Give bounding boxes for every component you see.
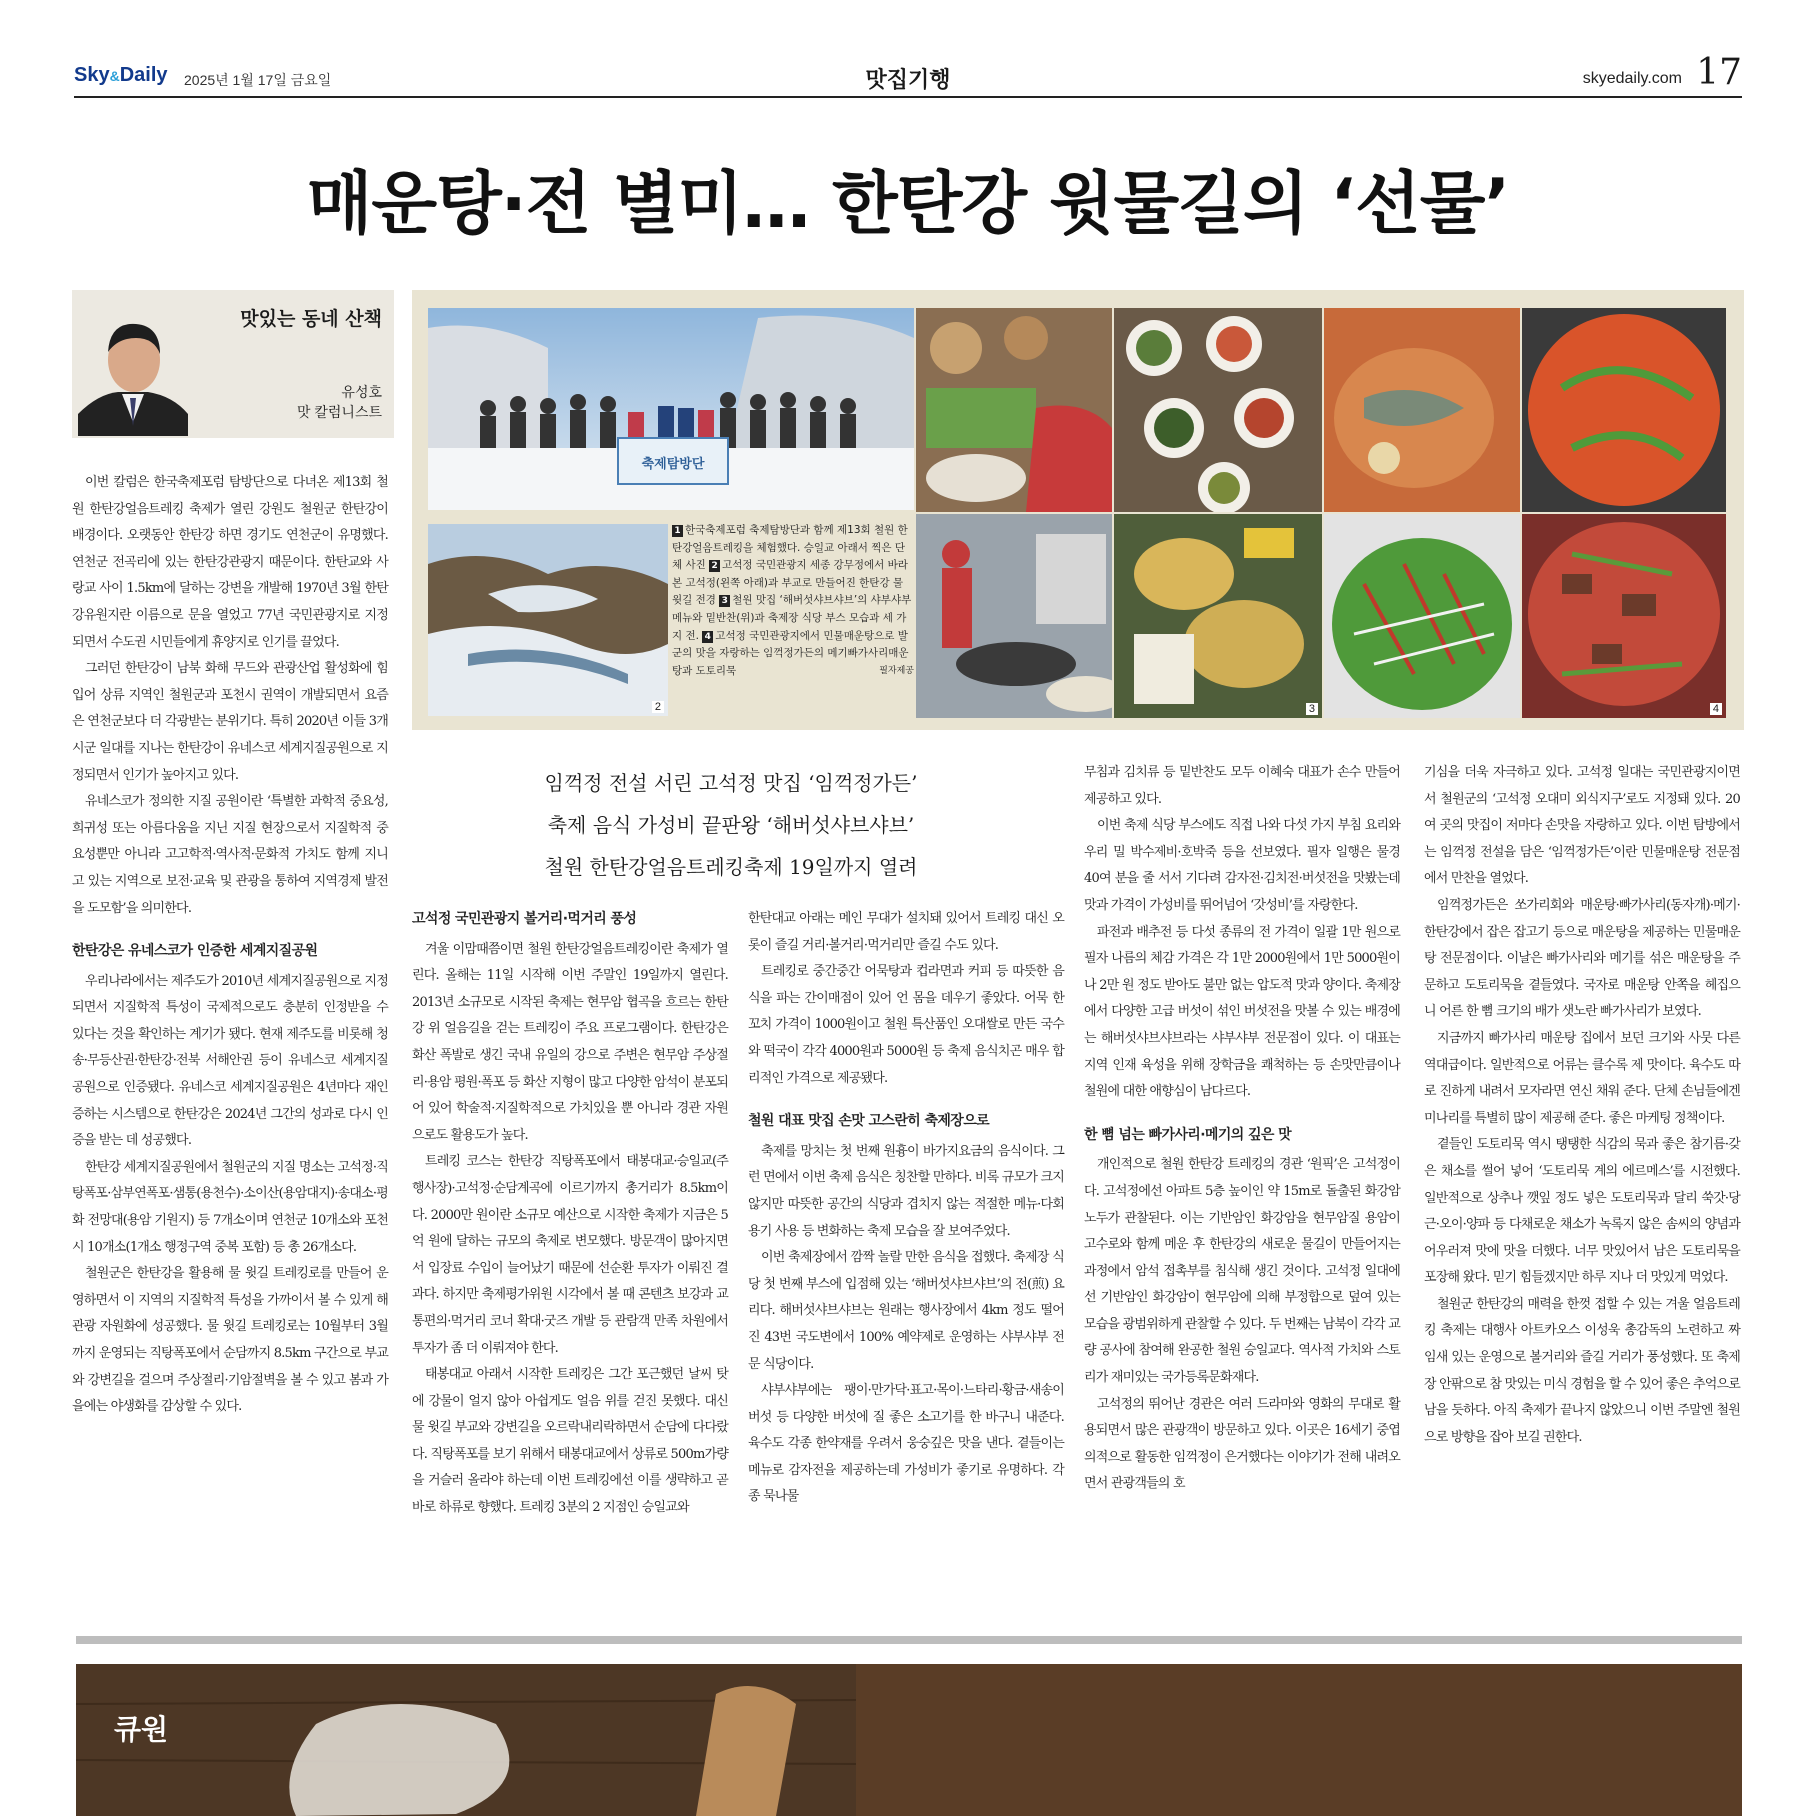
article-column-4 <box>1084 760 1400 1498</box>
photo-caption: 1 한국축제포럼 축제탐방단과 함께 제13회 철원 한탄강얼음트레킹을 체험했다. 승일교 아래서 찍은 단체 사진 2 고석정 국민관광지 세종 강무정에서 바라본 고석정(왼쪽 아래)과 부교로 만들어진 한탄강 물 윗길 전경 3 철원 맛집 ‘해버섯샤브샤브’의 샤부샤부 메뉴와 밑반찬(위)과 축제장 식당 부스 모습과 세 가지 전. 4 고석정 국민관광지에서 민물매운탕으로 발군의 맛을 자랑하는 임꺽정가든의 메기빠가사리매운탕과 도토리묵 필자제공 <box>672 522 914 680</box>
paragraph: 철원군 한탄강의 매력을 한껏 접할 수 있는 겨울 얼음트레킹 축제는 대행사 아트카오스 이성욱 총감독의 노련하고 짜임새 있는 운영으로 볼거리와 즐길 거리가 풍성했다. 또 축제장 안팎으로 참 맛있는 미식 경험을 할 수 있어 좋은 추억으로 남을 듯하다. 아직 축제가 끝나지 않았으니 이번 주말엔 철원으로 방향을 잡아 보길 권한다. <box>1424 1296 1740 1445</box>
paragraph: 트레킹 코스는 한탄강 직탕폭포에서 태봉대교·승일교(주 행사장)·고석정·순담계곡에 이르기까지 총거리가 8.5km이다. 2000만 원이란 소규모 예산으로 시작한 축제가 지금은 5억 원에 달하는 규모의 축제로 변모했다. 방문객이 많아지면서 입장료 수입이 늘어났기 때문에 선순환 투자가 이뤄진 결과다. 하지만 축제평가위원 시각에서 볼 때 콘텐츠 보강과 교통편의·먹거리 코너 확대·굿즈 개발 등 관람객 만족 차원에서 투자가 좀 더 이뤄져야 한다. <box>412 1154 728 1356</box>
photo-number-3: 3 <box>1306 703 1318 715</box>
paragraph: 유네스코가 정의한 지질 공원이란 ‘특별한 과학적 중요성, 희귀성 또는 아름다움을 지닌 지질 현장으로서 지질학적 중요성뿐만 아니라 고고학적·역사적·문화적 가치도 함께 지니고 있는 지역으로 보전·교육 및 관광을 통하여 지역경제 발전을 도모함’을 의미한다. <box>72 794 388 916</box>
gorge-photo <box>428 524 668 716</box>
caption-marker-1: 1 <box>672 525 683 537</box>
photo-number-4: 4 <box>1710 703 1722 715</box>
paragraph: 무침과 김치류 등 밑반찬도 모두 이혜숙 대표가 손수 만들어 제공하고 있다. <box>1084 765 1400 807</box>
paragraph: 임꺽정가든은 쏘가리회와 매운탕·빠가사리(동자개)·메기·한탄강에서 잡은 잡고기 등으로 매운탕을 제공하는 민물매운탕 전문점이다. 이날은 빠가사리와 메기를 섞은 매운탕을 주문하고 도토리묵을 곁들였다. 국자로 매운탕 안쪽을 헤집으니 어른 한 뼘 크기의 배가 샛노란 빠가사리가 보였다. <box>1424 897 1740 1020</box>
newspaper-logo: Sky&Daily <box>74 64 168 86</box>
section-heading: 한 뼘 넘는 빠가사리·메기의 깊은 맛 <box>1084 1126 1292 1143</box>
banner-text: 축제탐방단 <box>641 457 705 472</box>
section-title: 맛집기행 <box>865 67 951 92</box>
advertisement <box>76 1664 1742 1816</box>
paragraph: 태봉대교 아래서 시작한 트레킹은 그간 포근했던 날씨 탓에 강물이 얼지 않아 아쉽게도 얼음 위를 걷진 못했다. 대신 물 윗길 부교와 강변길을 오르락내리락하면서 순담에 다다랐다. 직탕폭포를 보기 위해서 태봉대교에서 상류로 500m가량을 거슬러 올라야 하는데 이번 트레킹에선 이를 생략하고 곧바로 하류로 향했다. 트레킹 3분의 2 지점인 승일교와 <box>412 1367 728 1516</box>
paragraph: 그러던 한탄강이 남북 화해 무드와 관광산업 활성화에 힘입어 상류 지역인 철원군과 포천시 권역이 개발되면서 요즘은 연천군보다 더 각광받는 분위기다. 특히 2020년 이들 3개 시군 일대를 지나는 한탄강이 유네스코 세계지질공원으로 지정되면서 인기가 높아지고 있다. <box>72 661 388 783</box>
festival-booth-photo <box>916 514 1112 718</box>
paragraph: 이번 칼럼은 한국축제포럼 탐방단으로 다녀온 제13회 철원 한탄강얼음트레킹 축제가 열린 강원도 철원군 한탄강이 배경이다. 오랫동안 한탄강 하면 경기도 연천군이 유명했다. 연천군 전곡리에 있는 한탄강관광지 때문이다. 한탄교와 사랑교 사이 1.5km에 달하는 강변을 개발해 1970년 3월 한탄강유원지란 이름으로 문을 열었고 77년 국민관광지로 지정되면서 수도권 시민들에게 휴양지로 인기를 끌었다. <box>72 475 388 650</box>
spicy-stew-photo <box>1522 308 1726 512</box>
caption-marker-3: 3 <box>719 595 730 607</box>
paragraph: 파전과 배추전 등 다섯 종류의 전 가격이 일괄 1만 원으로 필자 나름의 체감 가격은 각 1만 2000원에서 1만 5000원이나 2만 원 정도 받아도 불만 없는 압도적 맛과 양이다. 축제장에서 다양한 고급 버섯이 섞인 버섯전을 맛볼 수 있는 배경에는 해버섯샤브샤브라는 샤부샤부 전문점이 있다. 이 대표는 지역 인재 육성을 위해 장학금을 쾌척하는 등 손맛만큼이나 철원에 대한 애향심이 남다르다. <box>1084 924 1400 1100</box>
header-rule <box>74 96 1742 98</box>
spicy-acorn-jelly-photo <box>1522 514 1726 718</box>
paragraph: 겨울 이맘때쯤이면 철원 한탄강얼음트레킹이란 축제가 열린다. 올해는 11일 시작해 이번 주말인 19일까지 열린다. 2013년 소규모로 시작된 축제는 현무암 협곡을 흐르는 한탄강 위 얼음길을 걷는 트레킹이 주요 프로그램이다. 한탄강은 화산 폭발로 생긴 국내 유일의 강으로 주변은 현무암 주상절리·용암 평원·폭포 등 화산 지형이 많고 다양한 암석이 분포되어 있어 학술적·지질학적으로 가치있을 뿐 아니라 경관 자원으로도 활용도가 높다. <box>412 941 728 1143</box>
paragraph: 지금까지 빠가사리 매운탕 집에서 보던 크기와 사뭇 다른 역대급이다. 일반적으로 어류는 클수록 제 맛이다. 육수도 따로 진하게 내려서 모자라면 연신 채워 준다. 단체 손님들에겐 미나리를 특별히 많이 제공해 준다. 좋은 마케팅 정책이다. <box>1424 1030 1740 1126</box>
column-box <box>72 290 394 438</box>
page-number: 17 <box>1696 52 1742 93</box>
section-heading: 철원 대표 맛집 손맛 고스란히 축제장으로 <box>748 1113 990 1130</box>
photo-panel <box>412 290 1744 730</box>
issue-date: 2025년 1월 17일 금요일 <box>184 72 332 88</box>
ad-brand-logo: 큐원 <box>114 1713 169 1746</box>
paragraph: 철원군은 한탄강을 활용해 물 윗길 트레킹로를 만들어 운영하면서 이 지역의 지질학적 특성을 가까이서 볼 수 있게 해 관광 자원화에 성공했다. 물 윗길 트레킹로는 10월부터 3월까지 운영되는 직탕폭포에서 순담까지 8.5km 구간으로 부교와 강변길을 걸으며 주상절리·기암절벽을 볼 수 있고 봄과 가을에는 야생화를 감상할 수 있다. <box>72 1266 388 1415</box>
paragraph: 곁들인 도토리묵 역시 탱탱한 식감의 묵과 좋은 참기름·갖은 채소를 썰어 넣어 ‘도토리묵 계의 에르메스’를 시전했다. 일반적으로 상추나 깻잎 정도 넣은 도토리묵과 달리 쑥갓·당근·오이·양파 등 다채로운 채소가 녹록지 않은 솜씨의 양념과 어우러져 맛에 맛을 더했다. 너무 맛있어서 남은 도토리묵을 포장해 왔다. 믿기 힘들겠지만 하루 지나 더 맛있게 먹었다. <box>1424 1137 1740 1286</box>
pancakes-photo <box>1114 514 1322 718</box>
section-heading: 한탄강은 유네스코가 인증한 세계지질공원 <box>72 943 318 960</box>
author-portrait <box>78 302 188 436</box>
side-dishes-photo <box>1114 308 1322 512</box>
mushroom-platter-photo <box>916 308 1112 512</box>
subheadlines <box>412 762 1050 888</box>
author-role: 맛 칼럼니스트 <box>296 404 382 420</box>
section-divider <box>76 1636 1742 1644</box>
article-column-2 <box>412 906 728 1522</box>
paragraph: 한탄강 세계지질공원에서 철원군의 지질 명소는 고석정·직탕폭포·삼부연폭포·샘통(용천수)·소이산(용암대지)·송대소·평화 전망대(용암 기원지) 등 7개소이며 연천군 10개소와 포천시 10개소(1개소 행정구역 중복 포함) 등 총 26개소다. <box>72 1159 388 1255</box>
article-column-3 <box>748 906 1064 1511</box>
subheadline-1: 임꺽정 전설 서린 고석정 맛집 ‘임꺽정가든’ <box>544 771 918 795</box>
photo-credit: 필자제공 <box>879 665 914 676</box>
page-header <box>74 52 1742 98</box>
section-heading: 고석정 국민관광지 볼거리·먹거리 풍성 <box>412 911 637 927</box>
subheadline-3: 철원 한탄강얼음트레킹축제 19일까지 열려 <box>544 855 918 879</box>
article-column-5 <box>1424 760 1740 1451</box>
paragraph: 트레킹로 중간중간 어묵탕과 컵라면과 커피 등 따뜻한 음식을 파는 간이매점이 있어 언 몸을 데우기 좋았다. 어묵 한 꼬치 가격이 1000원이고 철원 특산품인 오대쌀로 만든 국수와 떡국이 각각 4000원과 5000원 등 축제 음식치곤 매우 합리적인 가격으로 제공됐다. <box>748 964 1064 1086</box>
author-byline <box>297 382 382 422</box>
paragraph: 이번 축제 식당 부스에도 직접 나와 다섯 가지 부침 요리와 우리 밀 박수제비·호박죽 등을 선보였다. 필자 일행은 물경 40여 분을 줄 서서 기다려 감자전·김치전·버섯전을 맛봤는데 맛과 가격이 가성비를 뛰어넘어 ‘갓성비’를 자랑한다. <box>1084 818 1400 913</box>
article-column-1 <box>72 470 388 1421</box>
fish-stew-photo <box>1324 308 1520 512</box>
paragraph: 이번 축제장에서 깜짝 놀랄 만한 음식을 접했다. 축제장 식당 첫 번째 부스에 입점해 있는 ‘해버섯샤브샤브’의 전(煎) 요리다. 해버섯샤브샤브는 원래는 행사장에서 4km 정도 떨어진 43번 국도변에서 100% 예약제로 운영하는 샤부샤부 전문 식당이다. <box>748 1250 1064 1372</box>
paragraph: 한탄대교 아래는 메인 무대가 설치돼 있어서 트레킹 대신 오롯이 즐길 거리·볼거리·먹거리만 즐길 수도 있다. <box>748 911 1064 953</box>
paragraph: 기심을 더욱 자극하고 있다. 고석정 일대는 국민관광지이면서 철원군의 ‘고석정 오대미 외식지구’로도 지정돼 있다. 20여 곳의 맛집이 저마다 손맛을 자랑하고 있다. 이번 탐방에서는 임꺽정 전설을 담은 ‘임꺽정가든’이란 민물매운탕 전문점에서 만찬을 열었다. <box>1424 765 1740 887</box>
group-photo <box>428 308 914 510</box>
column-title: 맛있는 동네 산책 <box>240 308 382 330</box>
subheadline-2: 축제 음식 가성비 끝판왕 ‘해버섯샤브샤브’ <box>547 813 915 837</box>
photo-number-2: 2 <box>652 701 664 713</box>
paragraph: 샤부샤부에는 팽이·만가닥·표고·목이·느타리·황금·새송이버섯 등 다양한 버섯에 질 좋은 소고기를 한 바구니 내준다. 육수도 각종 한약재를 우려서 웅숭깊은 맛을 낸다. 곁들이는 메뉴로 감자전을 제공하는데 가성비가 좋기로 유명하다. 각종 묵나물 <box>748 1383 1064 1505</box>
site-url: skyedaily.com <box>1582 70 1682 87</box>
paragraph: 고석정의 뛰어난 경관은 여러 드라마와 영화의 무대로 활용되면서 많은 관광객이 방문하고 있다. 이곳은 16세기 중엽 의적으로 활동한 임꺽정이 은거했다는 이야기가 전해 내려오면서 관광객들의 호 <box>1084 1396 1400 1492</box>
paragraph: 우리나라에서는 제주도가 2010년 세계지질공원으로 지정되면서 지질학적 특성이 국제적으로도 충분히 인정받을 수 있다는 것을 확인하는 계기가 됐다. 현재 제주도를 비롯해 청송·무등산권·한탄강·전북 서해안권 등이 유네스코 세계지질공원으로 인증됐다. 유네스코 세계지질공원은 4년마다 재인증하는 시스템으로 한탄강은 2024년 그간의 성과로 다시 인증을 받는 데 성공했다. <box>72 973 388 1149</box>
caption-marker-2: 2 <box>709 560 720 572</box>
caption-marker-4: 4 <box>702 631 713 643</box>
author-name: 유성호 <box>341 384 382 400</box>
acorn-jelly-salad-photo <box>1324 514 1520 718</box>
headline: 매운탕·전 별미… 한탄강 윗물길의 ‘선물’ <box>306 165 1510 244</box>
paragraph: 개인적으로 철원 한탄강 트레킹의 경관 ‘원픽’은 고석정이다. 고석정에선 아파트 5층 높이인 약 15m로 돌출된 화강암 노두가 관찰된다. 이는 기반암인 화강암을 현무암질 용암이 고수로와 함께 메운 후 한탄강의 새로운 물길이 만들어지는 과정에서 암석 접촉부를 침식해 생긴 것이다. 고석정 일대에선 기반암인 화강암이 현무암에 의해 부정합으로 덮여 있는 모습을 광범위하게 관찰할 수 있다. 두 번째는 남북이 각각 교량 공사에 참여해 완공한 철원 승일교다. 역사적 가치와 스토리가 재미있는 국가등록문화재다. <box>1084 1157 1400 1386</box>
paragraph: 축제를 망치는 첫 번째 원흉이 바가지요금의 음식이다. 그런 면에서 이번 축제 음식은 칭찬할 만하다. 비록 규모가 크지 않지만 따뜻한 공간의 식당과 겹치지 않는 적절한 메뉴·다회용기 사용 등 변화하는 축제 모습을 잘 보여주었다. <box>748 1143 1064 1239</box>
